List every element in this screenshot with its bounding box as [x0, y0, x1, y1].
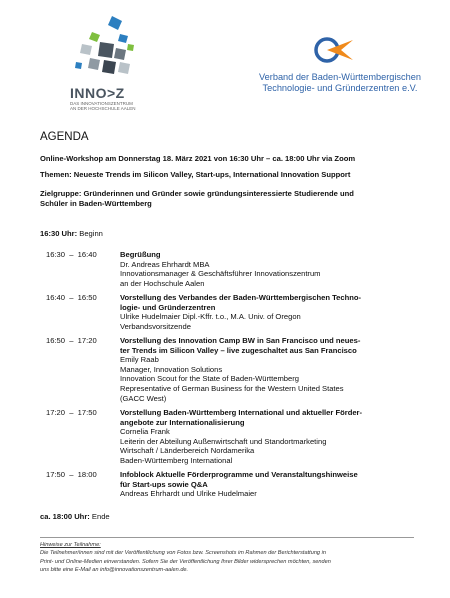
- session-detail: Innovationsmanager & Geschäftsführer Innovationszentrum: [120, 269, 321, 279]
- session-title: für Start-ups sowie Q&A: [120, 479, 208, 489]
- audience-line-1: Zielgruppe: Gründerinnen und Gründer sowie gründungsinteressierte Studierende und: [40, 189, 354, 198]
- vbw-name-line1: Verband der Baden-Württembergischen: [259, 72, 421, 82]
- session-title: Vorstellung Baden-Württemberg International und aktueller Förder-: [120, 408, 363, 417]
- session-content: [120, 336, 420, 403]
- session-detail: Dr. Andreas Ehrhardt MBA: [120, 259, 210, 269]
- session-detail: Leiterin der Abteilung Außenwirtschaft und Standortmarketing: [120, 436, 327, 446]
- start-line: [40, 229, 440, 238]
- topic-line: Themen: Neueste Trends im Silicon Valley, Start-ups, International Innovation Support: [40, 170, 351, 179]
- footer-line: uns bitte eine E-Mail an info@innovationszentrum-aalen.de.: [40, 567, 189, 574]
- event-line: Online-Workshop am Donnerstag 18. März 2021 von 16:30 Uhr – ca. 18:00 Uhr via Zoom: [40, 154, 356, 163]
- session-title: logie- und Gründerzentren: [120, 302, 216, 312]
- session-time: 16:40 – 16:50: [46, 293, 97, 302]
- session-title: Vorstellung des Verbandes der Baden-Württembergischen Techno-: [120, 293, 362, 302]
- vbw-logo: [245, 36, 435, 96]
- session-content: [120, 470, 420, 499]
- session-detail: Verbandsvorsitzende: [120, 321, 191, 331]
- session-title: ter Trends im Silicon Valley – live zugeschaltet aus San Francisco: [120, 345, 357, 355]
- session-time: 17:50 – 18:00: [46, 470, 97, 479]
- audience-line-2: Schüler in Baden-Württemberg: [40, 199, 152, 208]
- footer-divider: [40, 537, 414, 538]
- session-title: Infoblock Aktuelle Förderprogramme und Veranstaltungshinweise: [120, 470, 358, 479]
- innoz-logo: [70, 14, 142, 112]
- innoz-subtitle-line: DAS INNOVATIONSZENTRUM: [70, 101, 133, 106]
- session-detail: Baden-Württemberg International: [120, 455, 233, 465]
- session-title: Begrüßung: [120, 250, 161, 259]
- innoz-subtitle: [70, 101, 142, 111]
- session-detail: Ulrike Hudelmaier Dipl.-Kffr. t.o., M.A. Univ. of Oregon: [120, 312, 301, 322]
- session-detail: (GACC West): [120, 393, 167, 403]
- footer-line: Die Teilnehmer/innen sind mit der Veröffentlichung von Fotos bzw. Screenshots im Rahmen der Berichterstattung in: [40, 550, 326, 557]
- session-content: [120, 250, 420, 288]
- session-detail: an der Hochschule Aalen: [120, 278, 205, 288]
- end-line: [40, 512, 440, 521]
- session-time: 16:30 – 16:40: [46, 250, 97, 259]
- agenda-title: AGENDA: [40, 131, 89, 143]
- session-title: angebote zur Internationalisierung: [120, 417, 245, 427]
- footer-heading: Hinweise zur Teilnahme:: [40, 542, 101, 548]
- session-content: [120, 293, 420, 331]
- end-time: ca. 18:00 Uhr:: [40, 512, 90, 521]
- innoz-tagline-line: AN DER HOCHSCHULE AALEN: [70, 106, 136, 111]
- start-label: Beginn: [77, 229, 103, 238]
- innoz-cubes-icon: [70, 14, 142, 84]
- footer-notice: [40, 541, 432, 575]
- end-label: Ende: [89, 512, 110, 521]
- session-detail: Representative of German Business for the Western United States: [120, 383, 344, 393]
- start-time: 16:30 Uhr:: [40, 229, 78, 238]
- session-detail: Andreas Ehrhardt und Ulrike Hudelmaier: [120, 489, 257, 499]
- session-detail: Cornelia Frank: [120, 427, 170, 437]
- vbw-emblem-icon: [245, 36, 435, 70]
- vbw-name: [245, 72, 435, 94]
- footer-line: Print- und Online-Medien einverstanden. Sofern Sie der Veröffentlichung Ihrer Bilder widersprechen möchten, senden: [40, 558, 331, 565]
- session-content: [120, 408, 420, 466]
- session-detail: Manager, Innovation Solutions: [120, 364, 223, 374]
- session-time: 16:50 – 17:20: [46, 336, 97, 345]
- session-title: Vorstellung des Innovation Camp BW in San Francisco und neues-: [120, 336, 361, 345]
- session-time: 17:20 – 17:50: [46, 408, 97, 417]
- session-detail: Emily Raab: [120, 355, 159, 365]
- innoz-wordmark: INNO>Z: [70, 85, 125, 101]
- session-detail: Wirtschaft / Länderbereich Nordamerika: [120, 446, 255, 456]
- vbw-name-line2: Technologie- und Gründerzentren e.V.: [262, 83, 418, 93]
- session-detail: Innovation Scout for the State of Baden-Württemberg: [120, 374, 299, 384]
